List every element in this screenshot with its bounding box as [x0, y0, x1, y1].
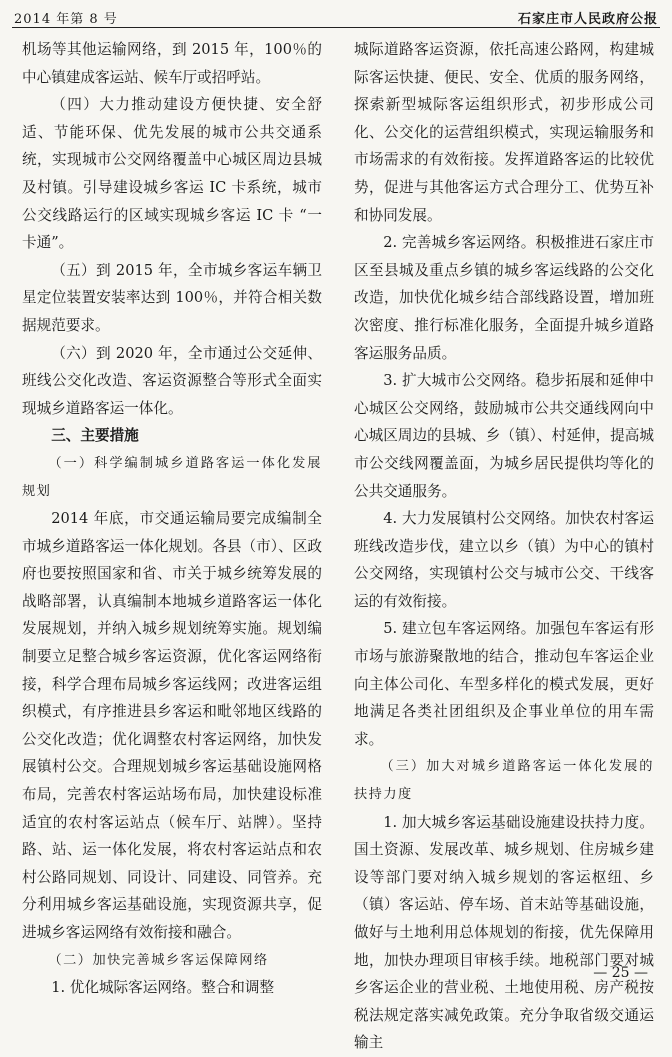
- paragraph: 2014 年底，市交通运输局要完成编制全市城乡道路客运一体化规划。各县（市）、区政府也要按照国家和省、市关于城乡统筹发展的战略部署，认真编制本地城乡道路客运一体化发展规划，并纳入城乡规划统筹实施。规划编制要立足整合城乡客运资源，优化客运网络衔接，科学合理布局城乡客运线网；改进客运组织模式，有序推进县乡客运和毗邻地区线路的公交化改造；优化调整农村客运网络，加快发展镇村公交。合理规划城乡客运基础设施网格布局，完善农村客运站场布局，加快建设标准适宜的农村客运站点（候车厅、站牌）。坚持路、站、运一体化发展，将农村客运站点和农村公路同规划、同设计、同建设、同管养。充分利用城乡客运基础设施，实现资源共享，促进城乡客运网络有效衔接和融合。: [22, 510, 322, 941]
- left-column: [22, 36, 322, 1002]
- paragraph: （四）大力推动建设方便快捷、安全舒适、节能环保、优先发展的城市公共交通系统，实现城市公交网络覆盖中心城区周边县城及村镇。引导建设城乡客运 IC 卡系统，城市公交线路运行的区域实现城乡客运 IC 卡 “一卡通”。: [22, 96, 322, 252]
- paragraph: 机场等其他运输网络，到 2015 年，100％的中心镇建成客运站、候车厅或招呼站。: [22, 41, 322, 86]
- paragraph: 2. 完善城乡客运网络。积极推进石家庄市区至县城及重点乡镇的城乡客运线路的公交化改造，加快优化城乡结合部线路设置，增加班次密度、推行标准化服务，全面提升城乡道路客运服务品质。: [354, 234, 654, 362]
- paragraph: 1. 优化城际客运网络。整合和调整: [51, 979, 275, 997]
- subsection-heading: （二）加快完善城乡客运保障网络: [48, 952, 269, 968]
- publication-title: 石家庄市人民政府公报: [517, 12, 658, 27]
- page-number: — 25 —: [593, 965, 648, 981]
- section-heading: 三、主要措施: [51, 427, 139, 445]
- subsection-heading: （三）加大对城乡道路客运一体化发展的扶持力度: [354, 759, 654, 803]
- paragraph: 4. 大力发展镇村公交网络。加快农村客运班线改造步伐，建立以乡（镇）为中心的镇村公交网络，实现镇村公交与城市公交、干线客运的有效衔接。: [354, 510, 654, 610]
- paragraph: （五）到 2015 年，全市城乡客运车辆卫星定位装置安装率达到 100％，并符合相关数据规范要求。: [22, 261, 322, 334]
- paragraph: 5. 建立包车客运网络。加强包车客运有形市场与旅游聚散地的结合，推动包车客运企业向主体公司化、车型多样化的模式发展，更好地满足各类社团组织及企事业单位的用车需求。: [354, 620, 654, 748]
- subsection-heading: （一）科学编制城乡道路客运一体化发展规划: [22, 455, 322, 499]
- paragraph: 1. 加大城乡客运基础设施建设扶持力度。国土资源、发展改革、城乡规划、住房城乡建设等部门要对纳入城乡规划的客运枢纽、乡（镇）客运站、停车场、首末站等基础设施，做好与土地利用总体规划的衔接，优先保障用地，加快办理项目审核手续。地税部门要对城乡客运企业的营业税、土地使用税、房产税按税法规定落实减免政策。充分争取省级交通运输主: [354, 813, 654, 1052]
- running-header: [12, 4, 660, 26]
- paragraph: 3. 扩大城市公交网络。稳步拓展和延伸中心城区公交网络，鼓励城市公共交通线网向中心城区周边的县城、乡（镇）、村延伸，提高城市公交线网覆盖面，为城乡居民提供均等化的公共交通服务。: [354, 372, 654, 500]
- issue-label: 2014 年第 8 号: [14, 12, 118, 27]
- right-column: [354, 36, 654, 1057]
- paragraph: 城际道路客运资源，依托高速公路网，构建城际客运快捷、便民、安全、优质的服务网络，探索新型城际客运组织形式，初步形成公司化、公交化的运营组织模式，实现运输服务和市场需求的有效衔接。发挥道路客运的比较优势，促进与其他客运方式合理分工、优势互补和协同发展。: [354, 41, 654, 224]
- header-rule: [12, 27, 660, 28]
- paragraph: （六）到 2020 年，全市通过公交延伸、班线公交化改造、客运资源整合等形式全面实现城乡道路客运一体化。: [22, 344, 322, 417]
